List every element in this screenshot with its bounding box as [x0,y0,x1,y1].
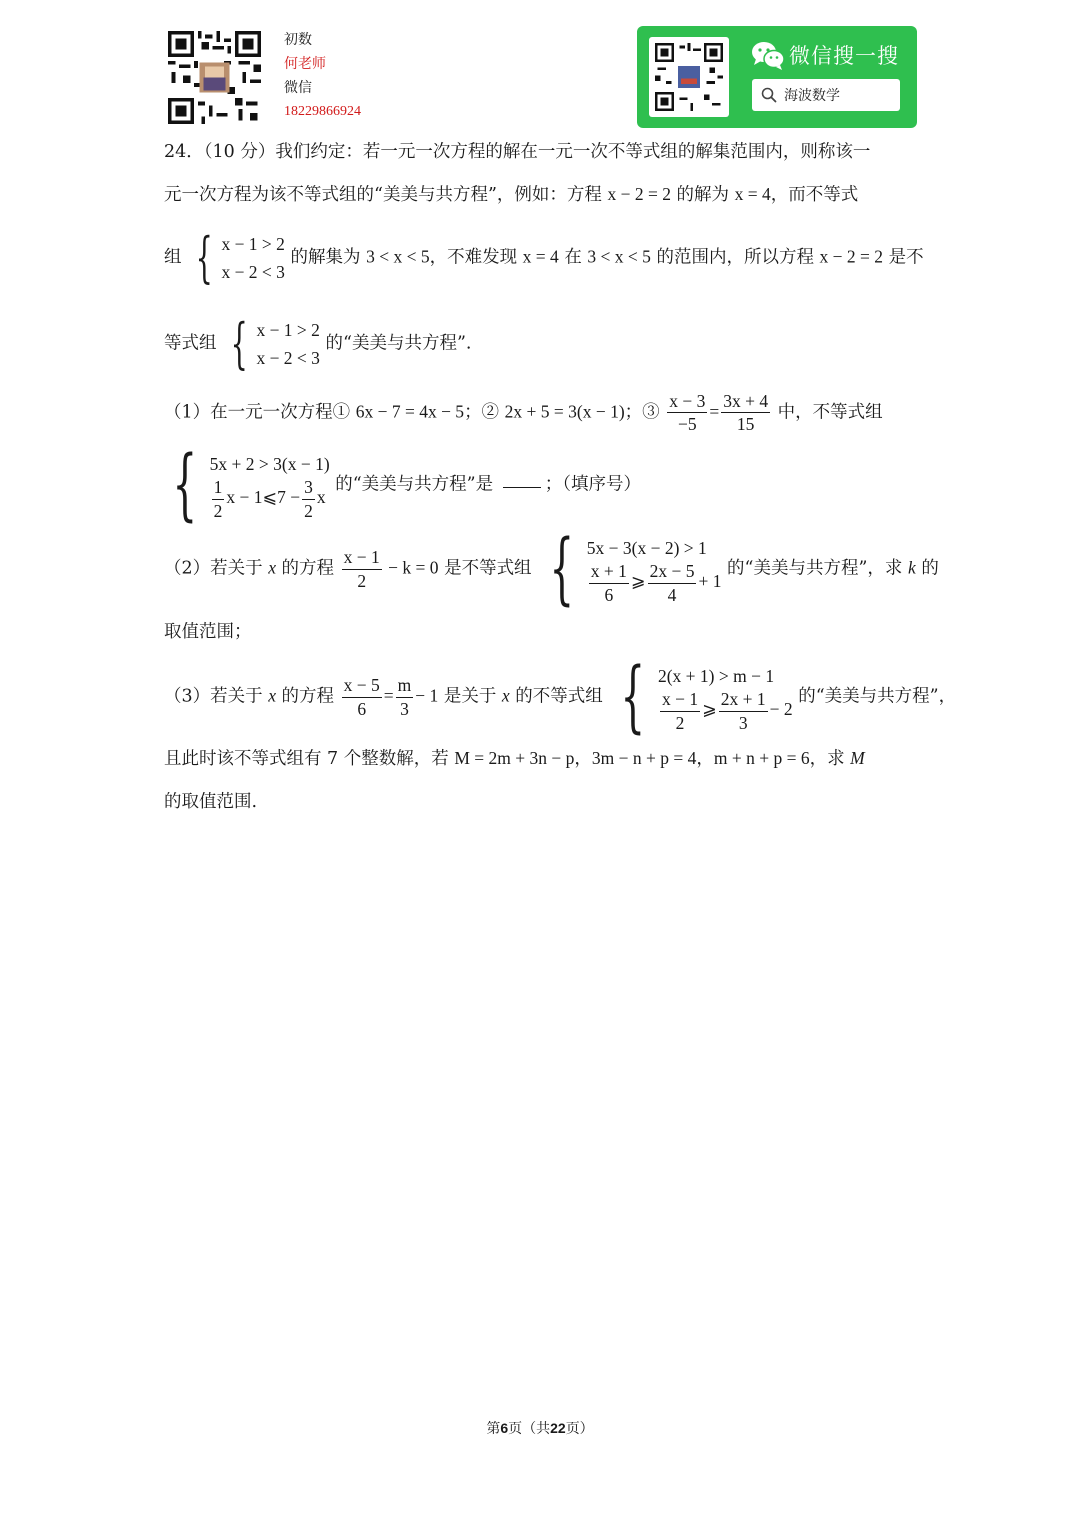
qr-code-right [655,43,723,111]
wechat-search-box[interactable] [752,79,900,111]
search-icon [761,87,777,103]
contact-teacher: 何老师 [284,56,326,72]
wechat-search-text: 海波数学 [784,88,840,104]
problem-intro-line-4: 等式组 { x − 1 > 2 x − 2 < 3 的“美美与共方程”. [164,312,472,375]
answer-blank[interactable] [503,487,541,488]
question-1-inequality-system: { 5x + 2 > 3(x − 1) $\frac{1}{2}$ x − 1⩽7 − $\frac{3}{2}$ x [172,440,330,530]
fraction-eq3-left: $\frac{x - 3}{-5}$ [669,391,706,435]
page-footer: 第6页（共22页） [486,1420,594,1437]
wechat-logo-icon [751,41,785,71]
question-3-line-2: 且此时该不等式组有 7 个整数解，若 M = 2m + 3n − p，3m − n + p = 4，m + n + p = 6，求 M [164,748,865,769]
fraction-eq3-right: $\frac{3x + 4}{15}$ [723,391,769,435]
page-number: 6 [500,1420,509,1436]
question-2-inequality-system: { 5x − 3(x − 2) > 1 $\frac{x + 1}{6}$ ⩾ $\frac{2x - 5}{4}$ + 1 [549,524,722,614]
contact-phone: 18229866924 [284,104,361,119]
wechat-search-title: 微信搜一搜 [789,44,899,68]
contact-wechat-label: 微信 [284,80,312,96]
example-inequality-system-repeat: { x − 1 > 2 x − 2 < 3 [230,312,320,375]
fraction-q3-right: $\frac{m}{3}$ [397,675,412,719]
qr-code-left [168,31,261,124]
contact-subject: 初数 [284,32,312,48]
question-3-inequality-system: { 2(x + 1) > m − 1 $\frac{x - 1}{2}$ ⩾ $\frac{2x + 1}{3}$ − 2 [620,652,793,742]
wechat-qr-frame [649,37,729,117]
question-3-line-3: 的取值范围. [164,792,258,812]
problem-intro-line-2: 元一次方程为该不等式组的“美美与共方程”，例如：方程 x − 2 = 2 的解为 x = 4，而不等式 [164,184,859,205]
question-2-line-1: （2）若关于 x 的方程 $\frac{x - 1}{2}$ − k = 0 是不等式组 { 5x − 3(x − 2) > 1 $\frac{x + 1}{6}$ ⩾ $\frac{2x - 5}{4}$ + 1 的“美美与共方程”，求 k 的 [164,524,939,614]
fraction-q2-equation: $\frac{x - 1}{2}$ [343,547,380,591]
question-1-line-2: { 5x + 2 > 3(x − 1) $\frac{1}{2}$ x − 1⩽7 − $\frac{3}{2}$ x 的“美美与共方程”是 ；（填序号） [160,446,641,524]
fraction-q3-left: $\frac{x - 5}{6}$ [343,675,380,719]
question-1-line-1: （1）在一元一次方程① 6x − 7 = 4x − 5；② 2x + 5 = 3(x − 1)；③ $\frac{x - 3}{-5}$ = $\frac{3x + 4}{15}$ 中，不等式组 [164,391,883,435]
problem-intro-line-1: 24．（10 分）我们约定：若一元一次方程的解在一元一次不等式组的解集范围内，则称该一 [164,142,871,162]
problem-intro-line-3: 组 { x − 1 > 2 x − 2 < 3 的解集为 3 < x < 5，不难发现 x = 4 在 3 < x < 5 的范围内，所以方程 x − 2 = 2 是不 [164,226,924,289]
example-inequality-system: { x − 1 > 2 x − 2 < 3 [195,226,285,289]
page-total: 22 [550,1420,566,1436]
question-2-line-2: 取值范围； [164,622,252,642]
wechat-search-card [637,26,917,128]
contact-info [284,28,361,124]
question-3-line-1: （3）若关于 x 的方程 $\frac{x - 5}{6}$ = $\frac{m}{3}$ − 1 是关于 x 的不等式组 { 2(x + 1) > m − 1 $\frac{x - 1}{2}$ ⩾ $\frac{2x + 1}{3}$ − 2 的“美美与共方程”， [164,652,957,742]
